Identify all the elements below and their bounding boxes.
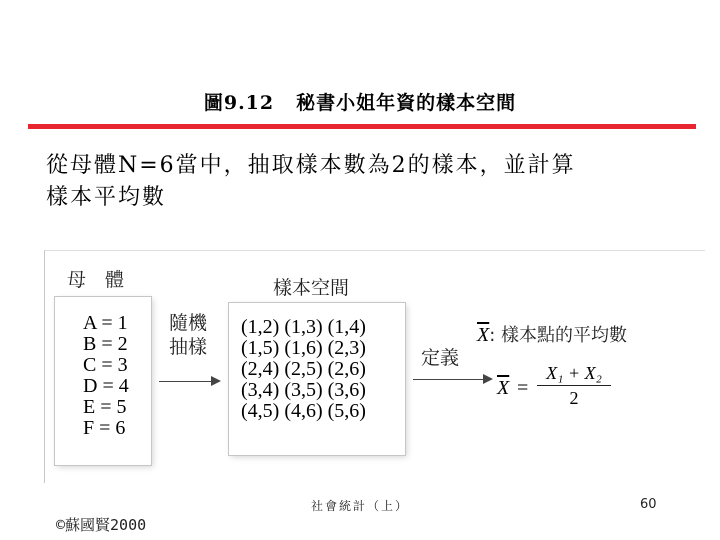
title-divider <box>28 124 696 129</box>
population-item: E = 5 <box>83 396 127 418</box>
formula-fraction <box>537 363 611 408</box>
sample-row: (1,2) (1,3) (1,4) <box>241 316 366 338</box>
description-text <box>46 150 686 214</box>
sample-space-diagram <box>44 250 705 483</box>
population-item: F = 6 <box>83 417 126 439</box>
description-line-1: 從母體N=6當中，抽取樣本數為2的樣本，並計算 <box>46 153 576 178</box>
figure-number: 圖9.12 <box>203 92 275 114</box>
population-item: A = 1 <box>83 312 128 334</box>
population-item: B = 2 <box>83 333 128 355</box>
figure-title: 秘書小姐年資的樣本空間 <box>296 92 517 114</box>
random-sampling-line-2: 抽樣 <box>169 336 208 358</box>
description-line-2: 樣本平均數 <box>46 185 167 210</box>
copyright-text: ©蘇國賢2000 <box>56 516 147 534</box>
sample-row: (2,4) (2,5) (2,6) <box>241 358 366 380</box>
sample-row: (4,5) (4,6) (5,6) <box>241 400 366 422</box>
define-label: 定義 <box>421 347 460 369</box>
random-sampling-label <box>169 311 207 359</box>
sampling-arrow-head-icon <box>211 376 221 386</box>
define-arrow <box>413 379 485 380</box>
xbar-description: : 樣本點的平均數 <box>489 325 628 346</box>
slide-title <box>0 88 720 115</box>
sample-row: (3,4) (3,5) (3,6) <box>241 379 366 401</box>
xbar-symbol: $\overline{X}$ <box>477 324 490 346</box>
formula-numerator: X₁ + X₂ <box>546 363 602 383</box>
population-item: C = 3 <box>83 354 128 376</box>
page-number: 60 <box>640 497 657 512</box>
population-label: 母 體 <box>67 269 125 291</box>
define-arrow-head-icon <box>483 374 493 384</box>
formula-equals: = <box>517 377 529 399</box>
formula-lhs: $\overline{X}$ <box>497 377 510 399</box>
random-sampling-line-1: 隨機 <box>169 312 208 334</box>
sample-space-box <box>229 303 405 455</box>
sampling-arrow <box>159 381 213 382</box>
formula-denominator: 2 <box>569 388 579 408</box>
sample-space-label: 樣本空間 <box>273 277 350 299</box>
xbar-definition <box>477 321 627 347</box>
fraction-bar <box>537 385 611 386</box>
population-box <box>55 297 151 465</box>
sample-row: (1,5) (1,6) (2,3) <box>241 337 366 359</box>
population-item: D = 4 <box>83 375 129 397</box>
course-title: 社會統計（上） <box>310 499 409 513</box>
